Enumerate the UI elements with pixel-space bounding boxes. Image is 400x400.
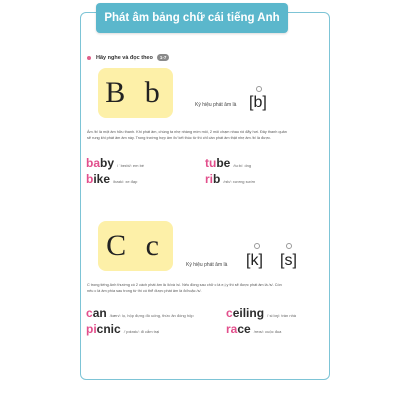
paragraph-b: Âm /b/ là một âm hữu thanh. Khi phát âm, chúng ta nhẹ nhàng mím môi, 2 môi chạm nhau rồi đẩy hơi. Đây thanh quản sẽ rung khi phát âm âm này. Trong trường hợp âm /b/ kết thúc từ thì chỉ cần phát âm thật nhẹ âm /b/ là được. [87, 130, 287, 140]
word-bike: b ike /baɪk/: xe đạp [86, 172, 138, 186]
audio-circle-icon-s[interactable] [286, 243, 292, 249]
ipa-k: [k] [246, 252, 263, 269]
word-can: c an /kæn/: lọ, hộp đựng đồ uống, thức ăn đóng hộp [86, 306, 194, 320]
letter-card-c: C c [98, 221, 173, 271]
audio-circle-icon[interactable] [256, 86, 262, 92]
word-rib: ri b /rɪb/: xương sườn [205, 172, 256, 186]
listen-instruction [87, 54, 169, 61]
word-ceiling: c eiling /ˈsiːlɪŋ/: trần nhà [226, 306, 297, 320]
word-race: ra ce /reɪs/: cuộc đua [226, 322, 282, 336]
letter-card-b: B b [98, 68, 173, 118]
instruction-label: Hãy nghe và đọc theo [96, 54, 153, 61]
ipa-s: [s] [280, 252, 297, 269]
ipa-b: [b] [249, 94, 267, 111]
audio-track-badge[interactable]: 1-7 [157, 54, 170, 61]
symbol-label-b: Ký hiệu phát âm là [195, 102, 237, 108]
audio-circle-icon-k[interactable] [254, 243, 260, 249]
word-picnic: pi cnic /ˈpɪknɪk/: đi cắm trại [86, 322, 160, 336]
paragraph-c: C trong tiếng Anh thường có 2 cách phát âm là /k/và /s/. Nếu đồng sau chữ c là e,i,y thì sẽ được phát âm là /s/. Còn nếu c là âm phía sau trong từ thì có thể được phát âm là /k/hoặc /s/. [87, 283, 282, 293]
word-tube: tu be /tuːb/: ống [205, 156, 252, 170]
word-baby: ba by / ˈbeɪbi/: em bé [86, 156, 145, 170]
bullet-icon [87, 56, 91, 60]
symbol-label-c: Ký hiệu phát âm là [186, 262, 228, 268]
page-title: Phát âm bảng chữ cái tiếng Anh [96, 3, 288, 33]
